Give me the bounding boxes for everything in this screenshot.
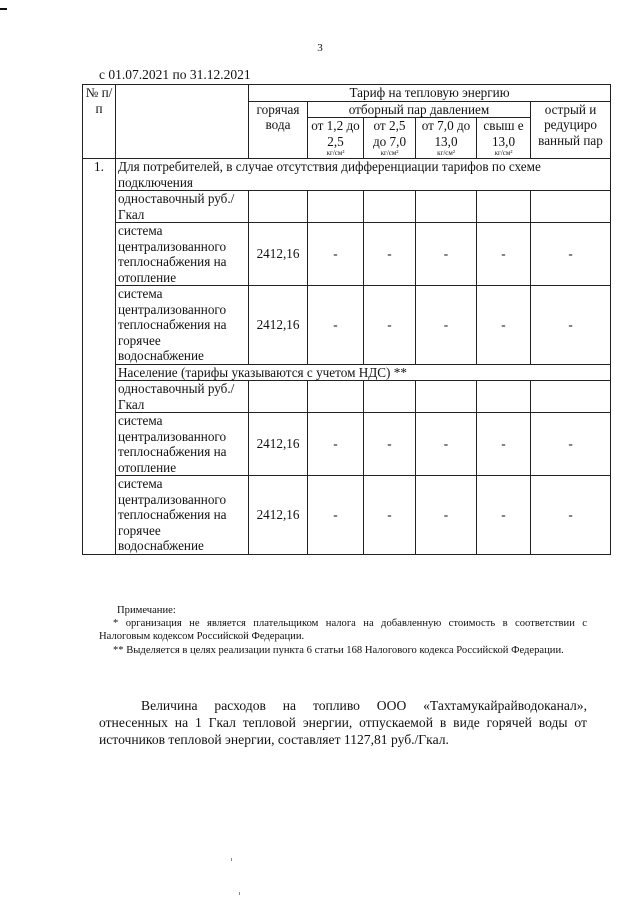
pressure-1-value: - <box>308 223 364 286</box>
col-num-header: № п/п <box>83 85 116 159</box>
table-row <box>83 223 611 286</box>
pressure-1-header <box>308 118 364 159</box>
pressure-2-value: - <box>364 223 416 286</box>
table-row <box>83 413 611 476</box>
hot-water-value: 2412,16 <box>249 476 308 555</box>
pressure-3-header <box>416 118 477 159</box>
single-rate-label: одноставочный руб./Гкал <box>116 381 249 413</box>
pressure-1-value: - <box>308 413 364 476</box>
col-label-header <box>116 85 249 159</box>
hot-water-value: 2412,16 <box>249 223 308 286</box>
hot-water-header: горячая вода <box>249 101 308 159</box>
header-row-1 <box>83 85 611 102</box>
pressure-4-value: - <box>477 223 531 286</box>
tariff-table <box>82 84 611 555</box>
notes-title: Примечание: <box>117 605 176 616</box>
section-2-title-row <box>83 364 611 381</box>
pressure-unit: кг/см² <box>326 149 345 157</box>
pressure-2-value: - <box>364 413 416 476</box>
scan-dot <box>231 858 232 861</box>
note-1: * организация не является плательщиком налога на добавленную стоимость в соответствии с Налоговым кодексом Российской Федерации. <box>99 618 587 643</box>
sharp-steam-value: - <box>531 286 611 365</box>
single-rate-row <box>83 381 611 413</box>
table-row <box>83 286 611 365</box>
note-2: ** Выделяется в целях реализации пункта 6 статьи 168 Налогового кодекса Российской Федерации. <box>113 644 564 656</box>
pressure-1-value: - <box>308 286 364 365</box>
section-number: 1. <box>83 159 116 191</box>
hot-water-value: 2412,16 <box>249 286 308 365</box>
hot-water-value: 2412,16 <box>249 413 308 476</box>
notes-block <box>99 604 587 657</box>
row-label: система централизованного теплоснабжения на горячее водоснабжение <box>116 476 249 555</box>
sharp-steam-value: - <box>531 223 611 286</box>
sharp-steam-value: - <box>531 413 611 476</box>
row-label: система централизованного теплоснабжения на горячее водоснабжение <box>116 286 249 365</box>
single-rate-label: одноставочный руб./Гкал <box>116 191 249 223</box>
fuel-cost-paragraph: Величина расходов на топливо ООО «Тахтамукайрайводоканал», отнесенных на 1 Гкал тепловой энергии, отпускаемой в виде горячей воды от источников тепловой энергии, составляет 1127,81 руб./Гкал. <box>99 698 587 747</box>
pressure-3-value: - <box>416 223 477 286</box>
pressure-3-value: - <box>416 476 477 555</box>
pressure-4-value: - <box>477 413 531 476</box>
pressure-1-range: от 1,2 до 2,5 <box>311 118 360 149</box>
pressure-2-value: - <box>364 286 416 365</box>
table-row <box>83 476 611 555</box>
pressure-2-header <box>364 118 416 159</box>
row-label: система централизованного теплоснабжения на отопление <box>116 413 249 476</box>
pressure-3-value: - <box>416 413 477 476</box>
pressure-3-range: от 7,0 до 13,0 <box>421 118 471 149</box>
row-label: система централизованного теплоснабжения на отопление <box>116 223 249 286</box>
scan-corner-mark <box>0 8 7 10</box>
pressure-unit: кг/см² <box>494 149 513 157</box>
pressure-4-header <box>477 118 531 159</box>
pressure-4-value: - <box>477 286 531 365</box>
sharp-steam-value: - <box>531 476 611 555</box>
section-1-title-row <box>83 159 611 191</box>
section-2-title: Население (тарифы указываются с учетом НДС) ** <box>116 364 611 381</box>
pressure-2-value: - <box>364 476 416 555</box>
pressure-unit: кг/см² <box>437 149 455 157</box>
pressure-1-value: - <box>308 476 364 555</box>
scan-dot <box>239 892 240 895</box>
sharp-steam-header: острый и редуциро ванный пар <box>531 101 611 159</box>
single-rate-row <box>83 191 611 223</box>
pressure-4-value: - <box>477 476 531 555</box>
tariff-period: с 01.07.2021 по 31.12.2021 <box>99 67 251 82</box>
pressure-2-range: от 2,5 до 7,0 <box>372 118 407 149</box>
tariff-title: Тариф на тепловую энергию <box>249 85 611 102</box>
section-1-title: Для потребителей, в случае отсутствия дифференциации тарифов по схеме подключения <box>116 159 611 191</box>
pressure-3-value: - <box>416 286 477 365</box>
steam-group-header: отборный пар давлением <box>308 101 531 118</box>
pressure-unit: кг/см² <box>380 149 399 157</box>
page-number: 3 <box>317 42 323 54</box>
pressure-4-range: свыш е 13,0 <box>483 118 524 149</box>
